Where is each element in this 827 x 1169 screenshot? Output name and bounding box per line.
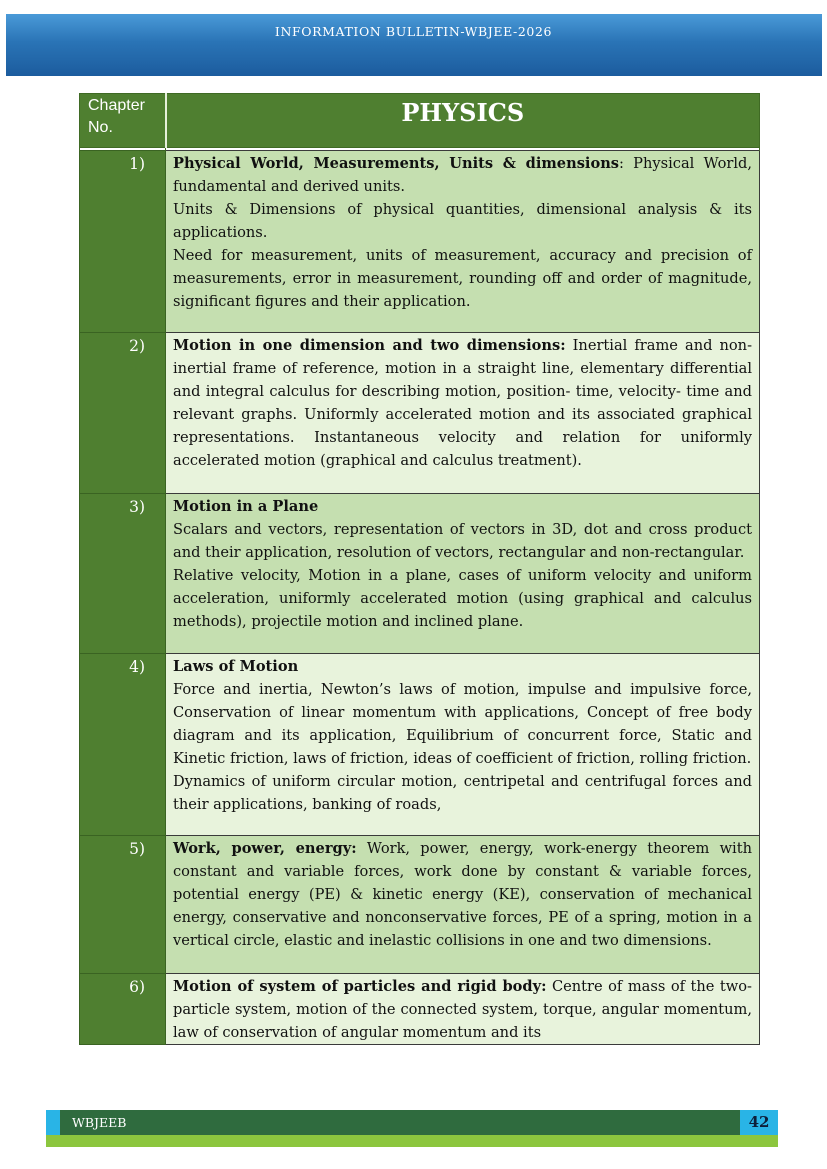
chapter-content	[166, 654, 760, 836]
footer-bar	[46, 1110, 778, 1135]
chapter-lead: Work, power, energy, work-energy theorem with constant and variable forces, work done by constant & variable forces, potential energy (PE) & kinetic energy (KE), conservation of mechanical energy, conservative and nonconservative forces, PE of a spring, motion in a vertical circle, elastic and inelastic collisions in one and two dimensions.	[173, 840, 752, 949]
chapter-content	[166, 494, 760, 654]
table-row	[80, 151, 760, 333]
chapter-no-header: Chapter No.	[80, 94, 166, 148]
chapter-content	[166, 333, 760, 494]
table-row	[80, 836, 760, 974]
chapter-number: 3)	[80, 494, 166, 654]
table-row	[80, 333, 760, 494]
chapter-lead: Inertial frame and non-inertial frame of reference, motion in a straight line, elementary differential and integral calculus for describing motion, position- time, velocity- time and relevant graphs. Uniformly accelerated motion and its associated graphical representations. Instantaneous velocity and relation for uniformly accelerated motion (graphical and calculus treatment).	[173, 337, 753, 469]
chapter-title: Laws of Motion	[173, 658, 299, 675]
chapter-title: Motion of system of particles and rigid body:	[173, 978, 547, 995]
chapter-content	[166, 836, 760, 974]
table-row	[80, 974, 760, 1045]
chapter-content	[166, 151, 760, 333]
footer-stripe	[46, 1135, 778, 1147]
subject-title: PHYSICS	[166, 94, 760, 148]
footer-accent	[46, 1110, 60, 1135]
chapter-paragraph: Relative velocity, Motion in a plane, cases of uniform velocity and uniform acceleration, uniformly accelerated motion (using graphical and calculus methods), projectile motion and inclined plane.	[173, 567, 752, 630]
table-header-row	[80, 94, 760, 148]
chapter-number: 5)	[80, 836, 166, 974]
chapter-lead: : Physical World, fundamental and derived units.	[173, 155, 752, 195]
chapter-paragraph: Dynamics of uniform circular motion, centripetal and centrifugal forces and their applications, banking of roads,	[173, 773, 752, 813]
table-row	[80, 494, 760, 654]
header-title: INFORMATION BULLETIN-WBJEE-2026	[274, 24, 553, 39]
chapter-title: Work, power, energy:	[173, 840, 357, 857]
footer-label: WBJEEB	[72, 1115, 127, 1130]
chapter-number: 6)	[80, 974, 166, 1045]
chapter-paragraph: Force and inertia, Newton’s laws of motion, impulse and impulsive force, Conservation of linear momentum with applications, Concept of free body diagram and its application, Equilibrium of concurrent force, Static and Kinetic friction, laws of friction, ideas of coefficient of friction, rolling friction.	[173, 681, 752, 767]
chapter-title: Physical World, Measurements, Units & dimensions	[173, 155, 620, 172]
chapter-lead: Centre of mass of the two- particle system, motion of the connected system, torque, angular momentum, law of conservation of angular momentum and its	[173, 978, 752, 1041]
chapter-number: 2)	[80, 333, 166, 494]
syllabus-table	[79, 93, 760, 1045]
chapter-paragraph: Need for measurement, units of measurement, accuracy and precision of measurements, error in measurement, rounding off and order of magnitude, significant figures and their application.	[173, 247, 752, 310]
table-row	[80, 654, 760, 836]
chapter-title: Motion in one dimension and two dimensions:	[173, 337, 566, 354]
chapter-number: 4)	[80, 654, 166, 836]
chapter-paragraph: Units & Dimensions of physical quantities, dimensional analysis & its applications.	[173, 201, 752, 241]
chapter-number: 1)	[80, 151, 166, 333]
chapter-content	[166, 974, 760, 1045]
chapter-paragraph: Scalars and vectors, representation of vectors in 3D, dot and cross product and their application, resolution of vectors, rectangular and non-rectangular.	[173, 521, 752, 561]
chapter-title: Motion in a Plane	[173, 498, 319, 515]
page-number: 42	[748, 1113, 770, 1131]
